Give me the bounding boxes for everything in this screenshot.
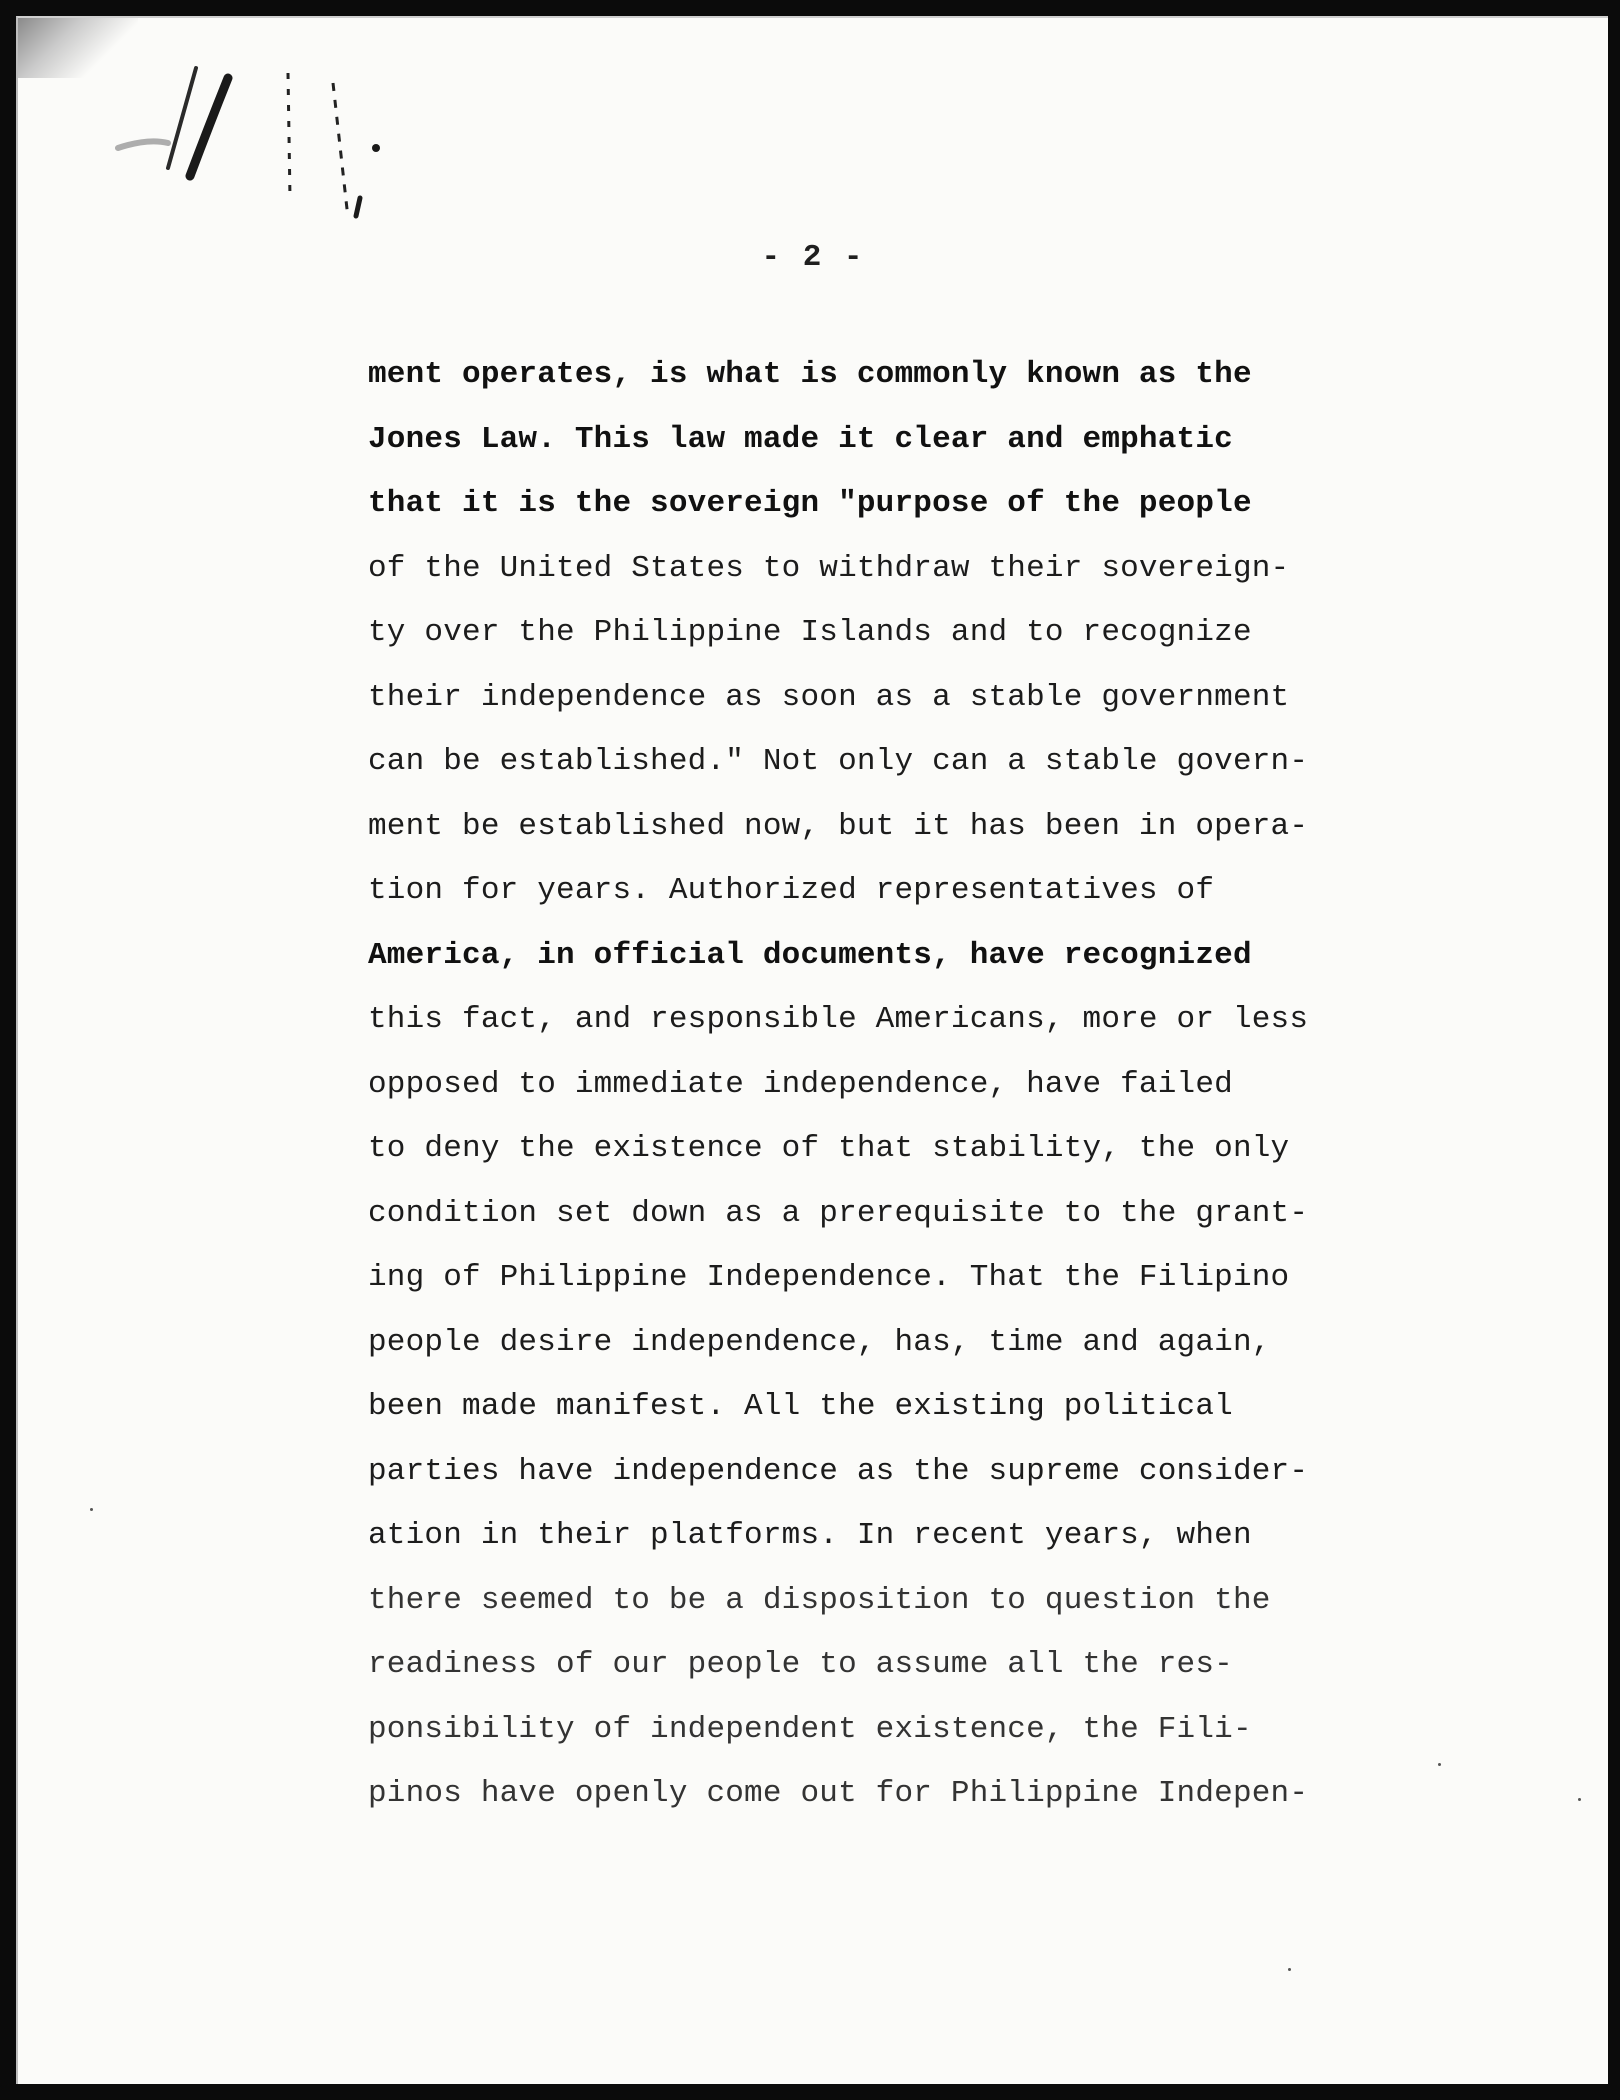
text-line: of the United States to withdraw their sovereign- — [368, 550, 1290, 586]
text-line: people desire independence, has, time and again, — [368, 1324, 1271, 1360]
document-page — [16, 16, 1608, 2084]
body-text — [368, 343, 1468, 1827]
text-line: pinos have openly come out for Philippine Indepen- — [368, 1776, 1309, 1811]
paper-speck — [1578, 1798, 1581, 1801]
text-line: condition set down as a prerequisite to the grant- — [368, 1195, 1309, 1231]
text-line: opposed to immediate independence, have failed — [368, 1066, 1233, 1102]
text-line: their independence as soon as a stable government — [368, 679, 1290, 715]
text-line: tion for years. Authorized representatives of — [368, 873, 1215, 908]
text-line: America, in official documents, have recognized — [368, 937, 1252, 973]
handwritten-marks — [108, 48, 438, 238]
paper-speck — [90, 1508, 93, 1511]
text-line: been made manifest. All the existing political — [368, 1389, 1233, 1424]
text-line: parties have independence as the supreme consider- — [368, 1453, 1309, 1489]
text-line: ty over the Philippine Islands and to recognize — [368, 615, 1252, 650]
text-line: can be established." Not only can a stable govern- — [368, 744, 1309, 779]
text-line: there seemed to be a disposition to question the — [368, 1582, 1271, 1618]
text-line: ation in their platforms. In recent years, when — [368, 1518, 1252, 1553]
text-line: ment operates, is what is commonly known as the — [368, 357, 1252, 392]
text-line: Jones Law. This law made it clear and emphatic — [368, 421, 1233, 457]
text-line: that it is the sovereign "purpose of the people — [368, 486, 1252, 521]
page-number: - 2 - — [761, 240, 865, 275]
text-line: ing of Philippine Independence. That the Filipino — [368, 1260, 1290, 1295]
paper-speck — [1288, 1968, 1291, 1971]
paper-speck — [1438, 1763, 1441, 1766]
text-line: ponsibility of independent existence, the Fili- — [368, 1711, 1252, 1747]
text-line: ment be established now, but it has been in opera- — [368, 808, 1309, 844]
text-line: readiness of our people to assume all the res- — [368, 1647, 1233, 1682]
text-line: to deny the existence of that stability, the only — [368, 1131, 1290, 1166]
text-line: this fact, and responsible Americans, more or less — [368, 1002, 1309, 1037]
